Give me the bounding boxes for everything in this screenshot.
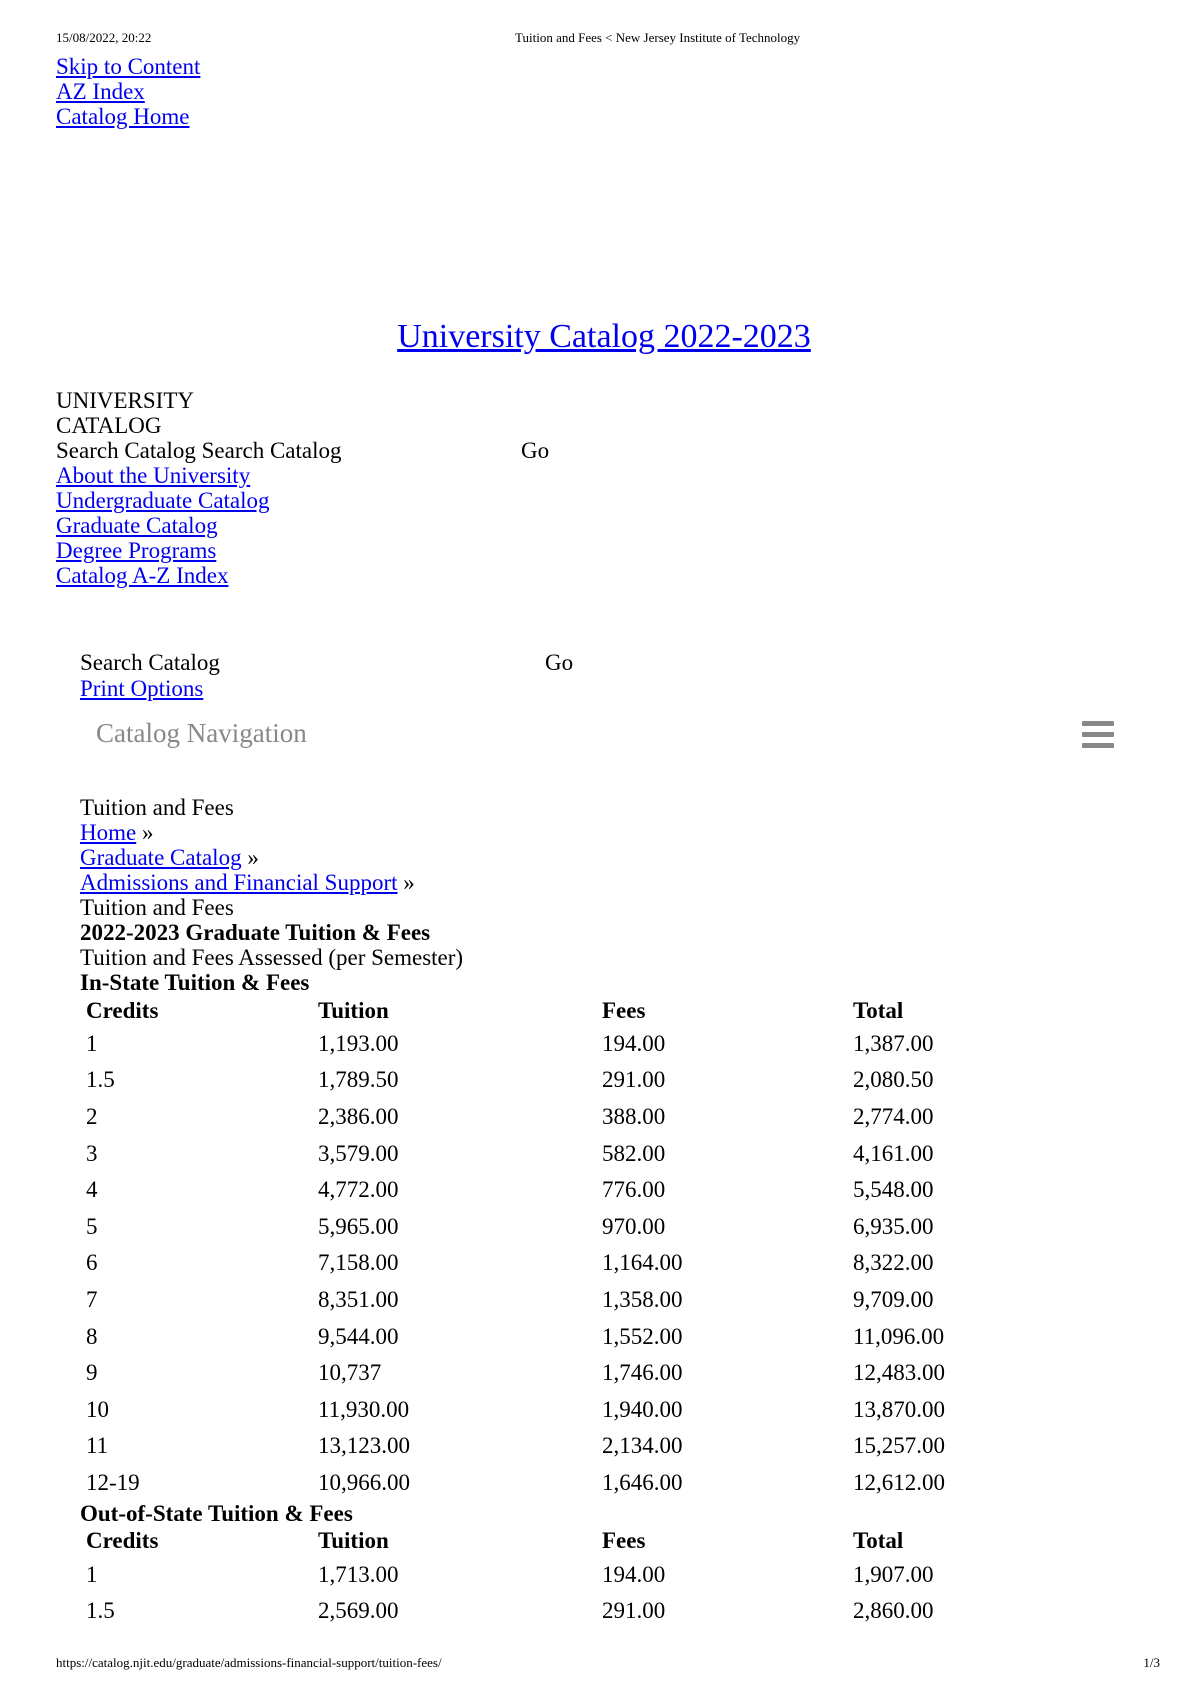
- cell-tuition: 9,544.00: [318, 1323, 399, 1349]
- print-options: [80, 676, 203, 701]
- print-datetime: 15/08/2022, 20:22: [56, 30, 152, 45]
- column-header-fees: Fees: [602, 1528, 646, 1554]
- header-search: [56, 438, 656, 463]
- cell-credits: 12-19: [86, 1469, 140, 1495]
- page-heading: Tuition and Fees: [80, 795, 234, 820]
- cell-credits: 8: [86, 1323, 98, 1349]
- cell-total: 8,322.00: [853, 1250, 934, 1276]
- cell-total: 12,483.00: [853, 1360, 945, 1386]
- cell-tuition: 10,966.00: [318, 1469, 410, 1495]
- table-row: [80, 1025, 1047, 1062]
- table-row: [80, 1592, 1047, 1629]
- cell-credits: 5: [86, 1213, 98, 1239]
- cell-credits: 2: [86, 1103, 98, 1129]
- cell-tuition: 1,193.00: [318, 1030, 399, 1056]
- cell-fees: 970.00: [602, 1213, 666, 1239]
- cell-total: 1,387.00: [853, 1030, 934, 1056]
- site-title: [0, 318, 1200, 356]
- out-state-title: Out-of-State Tuition & Fees: [80, 1500, 353, 1526]
- catalog-navigation-label: Catalog Navigation: [96, 718, 307, 748]
- table-row: [80, 1208, 1047, 1245]
- cell-total: 4,161.00: [853, 1140, 934, 1166]
- column-header-credits: Credits: [86, 1528, 159, 1554]
- table-row: [80, 1464, 1047, 1501]
- breadcrumb-home-item: [80, 820, 1120, 845]
- table-row: [80, 1428, 1047, 1465]
- skip-to-content-link[interactable]: Skip to Content: [56, 54, 201, 79]
- table-row: [80, 1098, 1047, 1135]
- breadcrumb-separator: »: [241, 845, 259, 870]
- cell-total: 13,870.00: [853, 1396, 945, 1422]
- cell-total: 2,774.00: [853, 1103, 934, 1129]
- skip-links: [56, 54, 200, 129]
- cell-tuition: 3,579.00: [318, 1140, 399, 1166]
- nav-catalog-az-index[interactable]: Catalog A-Z Index: [56, 563, 229, 588]
- breadcrumb-separator: »: [136, 820, 154, 845]
- column-header-credits: Credits: [86, 997, 159, 1023]
- cell-fees: 1,746.00: [602, 1360, 683, 1386]
- menu-hamburger-icon[interactable]: [1082, 721, 1114, 749]
- cell-total: 2,080.50: [853, 1067, 934, 1093]
- cell-fees: 1,358.00: [602, 1286, 683, 1312]
- cell-fees: 388.00: [602, 1103, 666, 1129]
- table-row: [80, 1171, 1047, 1208]
- table-header-row: [80, 1526, 1047, 1556]
- cell-tuition: 1,713.00: [318, 1561, 399, 1587]
- cell-credits: 9: [86, 1360, 98, 1386]
- breadcrumb-separator: »: [397, 870, 415, 895]
- header-search-go-button[interactable]: Go: [521, 438, 550, 463]
- nav-graduate-catalog[interactable]: Graduate Catalog: [56, 513, 218, 538]
- breadcrumb-graduate-item: [80, 845, 1120, 870]
- column-header-fees: Fees: [602, 997, 646, 1023]
- cell-tuition: 7,158.00: [318, 1250, 399, 1276]
- cell-fees: 776.00: [602, 1177, 666, 1203]
- table-row: [80, 1556, 1047, 1593]
- cell-tuition: 8,351.00: [318, 1286, 399, 1312]
- table-header-row: [80, 995, 1047, 1025]
- cell-credits: 3: [86, 1140, 98, 1166]
- column-header-tuition: Tuition: [318, 1528, 389, 1554]
- cell-tuition: 2,569.00: [318, 1598, 399, 1624]
- cell-total: 6,935.00: [853, 1213, 934, 1239]
- cell-total: 15,257.00: [853, 1433, 945, 1459]
- table-row: [80, 1062, 1047, 1099]
- main-subheading: Tuition and Fees Assessed (per Semester): [80, 945, 464, 970]
- sidebar-search-go-button[interactable]: Go: [545, 650, 574, 675]
- cell-total: 1,907.00: [853, 1561, 934, 1587]
- cell-tuition: 5,965.00: [318, 1213, 399, 1239]
- cell-fees: 291.00: [602, 1598, 666, 1624]
- cell-fees: 1,646.00: [602, 1469, 683, 1495]
- cell-fees: 1,940.00: [602, 1396, 683, 1422]
- table-row: [80, 1245, 1047, 1282]
- column-header-tuition: Tuition: [318, 997, 389, 1023]
- cell-credits: 10: [86, 1396, 109, 1422]
- catalog-label-line2: CATALOG: [56, 413, 162, 438]
- table-row: [80, 1318, 1047, 1355]
- breadcrumb-graduate-link[interactable]: Graduate Catalog: [80, 845, 242, 870]
- cell-credits: 6: [86, 1250, 98, 1276]
- cell-credits: 11: [86, 1433, 109, 1459]
- cell-tuition: 1,789.50: [318, 1067, 399, 1093]
- az-index-link[interactable]: AZ Index: [56, 79, 145, 104]
- in-state-title: In-State Tuition & Fees: [80, 970, 310, 995]
- cell-tuition: 10,737: [318, 1360, 382, 1386]
- cell-credits: 4: [86, 1177, 98, 1203]
- cell-fees: 1,164.00: [602, 1250, 683, 1276]
- cell-fees: 194.00: [602, 1030, 666, 1056]
- nav-about-university[interactable]: About the University: [56, 463, 251, 488]
- cell-fees: 1,552.00: [602, 1323, 683, 1349]
- breadcrumb-home-link[interactable]: Home: [80, 820, 137, 845]
- cell-fees: 582.00: [602, 1140, 666, 1166]
- cell-total: 2,860.00: [853, 1598, 934, 1624]
- table-row: [80, 1281, 1047, 1318]
- cell-tuition: 13,123.00: [318, 1433, 410, 1459]
- breadcrumb-current: Tuition and Fees: [80, 895, 234, 920]
- cell-fees: 291.00: [602, 1067, 666, 1093]
- header-nav: [56, 388, 656, 588]
- out-state-table: [80, 1526, 1047, 1629]
- main-heading: 2022-2023 Graduate Tuition & Fees: [80, 920, 431, 945]
- print-url: https://catalog.njit.edu/graduate/admissions-financial-support/tuition-fees/: [56, 1655, 442, 1670]
- cell-tuition: 11,930.00: [318, 1396, 410, 1422]
- cell-total: 11,096.00: [853, 1323, 945, 1349]
- main-content: [80, 795, 1120, 1629]
- table-row: [80, 1135, 1047, 1172]
- nav-undergraduate-catalog[interactable]: Undergraduate Catalog: [56, 488, 270, 513]
- column-header-total: Total: [853, 997, 904, 1023]
- nav-degree-programs[interactable]: Degree Programs: [56, 538, 217, 563]
- cell-credits: 1: [86, 1561, 98, 1587]
- cell-total: 9,709.00: [853, 1286, 934, 1312]
- cell-fees: 194.00: [602, 1561, 666, 1587]
- cell-credits: 1: [86, 1030, 98, 1056]
- breadcrumb-admissions-link[interactable]: Admissions and Financial Support: [80, 870, 398, 895]
- sidebar-search: [80, 650, 680, 675]
- breadcrumb-admissions-item: [80, 870, 1120, 895]
- cell-fees: 2,134.00: [602, 1433, 683, 1459]
- cell-credits: 7: [86, 1286, 98, 1312]
- header-search-input[interactable]: Search Catalog Search Catalog: [56, 438, 342, 463]
- table-row: [80, 1391, 1047, 1428]
- print-header: [0, 30, 1200, 50]
- catalog-home-link[interactable]: Catalog Home: [56, 104, 190, 129]
- sidebar-search-input[interactable]: Search Catalog: [80, 650, 220, 675]
- cell-tuition: 2,386.00: [318, 1103, 399, 1129]
- in-state-table: [80, 995, 1047, 1501]
- cell-credits: 1.5: [86, 1598, 115, 1624]
- column-header-total: Total: [853, 1528, 904, 1554]
- print-page-number: 1/3: [1143, 1655, 1160, 1670]
- print-page-title: Tuition and Fees < New Jersey Institute of Technology: [515, 30, 801, 45]
- cell-tuition: 4,772.00: [318, 1177, 399, 1203]
- cell-credits: 1.5: [86, 1067, 115, 1093]
- cell-total: 12,612.00: [853, 1469, 945, 1495]
- site-title-link[interactable]: University Catalog 2022-2023: [397, 318, 811, 355]
- print-footer: [0, 1655, 1200, 1675]
- table-row: [80, 1354, 1047, 1391]
- cell-total: 5,548.00: [853, 1177, 934, 1203]
- catalog-label-line1: UNIVERSITY: [56, 388, 194, 413]
- print-options-link[interactable]: Print Options: [80, 676, 204, 701]
